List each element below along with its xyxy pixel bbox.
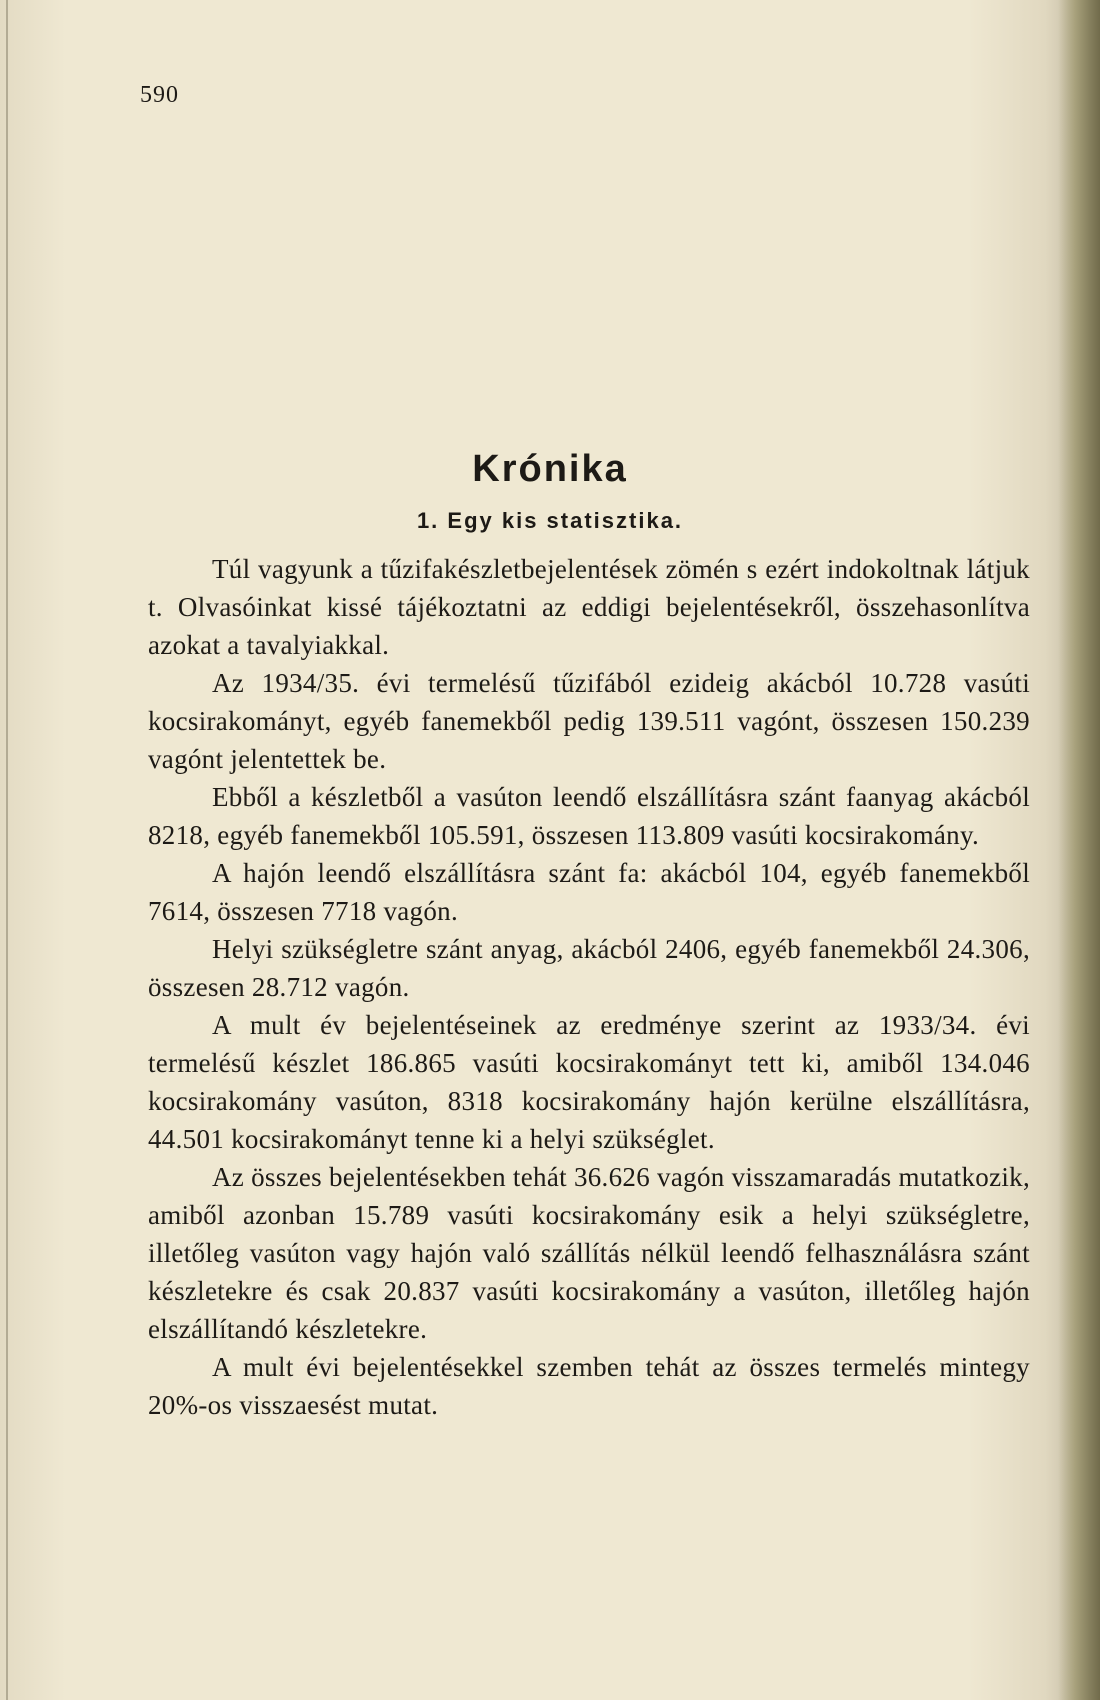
paragraph: Túl vagyunk a tűzifakészletbejelentések zömén s ezért indokoltnak látjuk t. Olvasóinkat kissé tájékoztatni az eddigi bejelentésekről, összehasonlítva azokat a tavalyiakkal. [148, 554, 1030, 660]
article-body [148, 550, 1030, 1424]
paragraph: Ebből a készletből a vasúton leendő elszállításra szánt faanyag akácból 8218, egyéb fanemekből 105.591, összesen 113.809 vasúti kocsirakomány. [148, 782, 1030, 850]
page-number: 590 [140, 82, 179, 108]
paragraph: Helyi szükségletre szánt anyag, akácból 2406, egyéb fanemekből 24.306, összesen 28.712 vagón. [148, 934, 1030, 1002]
paragraph: Az 1934/35. évi termelésű tűzifából ezideig akácból 10.728 vasúti kocsirakományt, egyéb fanemekből pedig 139.511 vagónt, összesen 150.239 vagónt jelentettek be. [148, 668, 1030, 774]
article-subtitle: 1. Egy kis statisztika. [416, 508, 684, 533]
paragraph: Az összes bejelentésekben tehát 36.626 vagón visszamaradás mutatkozik, amiből azonban 15.789 vasúti kocsirakomány esik a helyi szükségletre, illetőleg vasúton vagy hajón való szállítás nélkül leendő felhasználásra szánt készletekre és csak 20.837 vasúti kocsirakomány a vasúton, illetőleg hajón elszállítandó készletekre. [148, 1162, 1031, 1344]
section-title: Krónika [472, 448, 628, 490]
page-gutter-line [6, 0, 8, 1700]
page-edge-shadow [1058, 0, 1100, 1700]
paragraph: A mult év bejelentéseinek az eredménye szerint az 1933/34. évi termelésű készlet 186.865 vasúti kocsirakományt tett ki, amiből 134.046 kocsirakomány vasúton, 8318 kocsirakomány hajón kerülne elszállításra, 44.501 kocsirakományt tenne ki a helyi szükséglet. [148, 1010, 1030, 1154]
paragraph: A hajón leendő elszállításra szánt fa: akácból 104, egyéb fanemekből 7614, összesen 7718 vagón. [148, 858, 1030, 926]
paragraph: A mult évi bejelentésekkel szemben tehát az összes termelés mintegy 20%-os visszaesést mutat. [148, 1352, 1030, 1420]
bleed-through-text [360, 296, 860, 343]
